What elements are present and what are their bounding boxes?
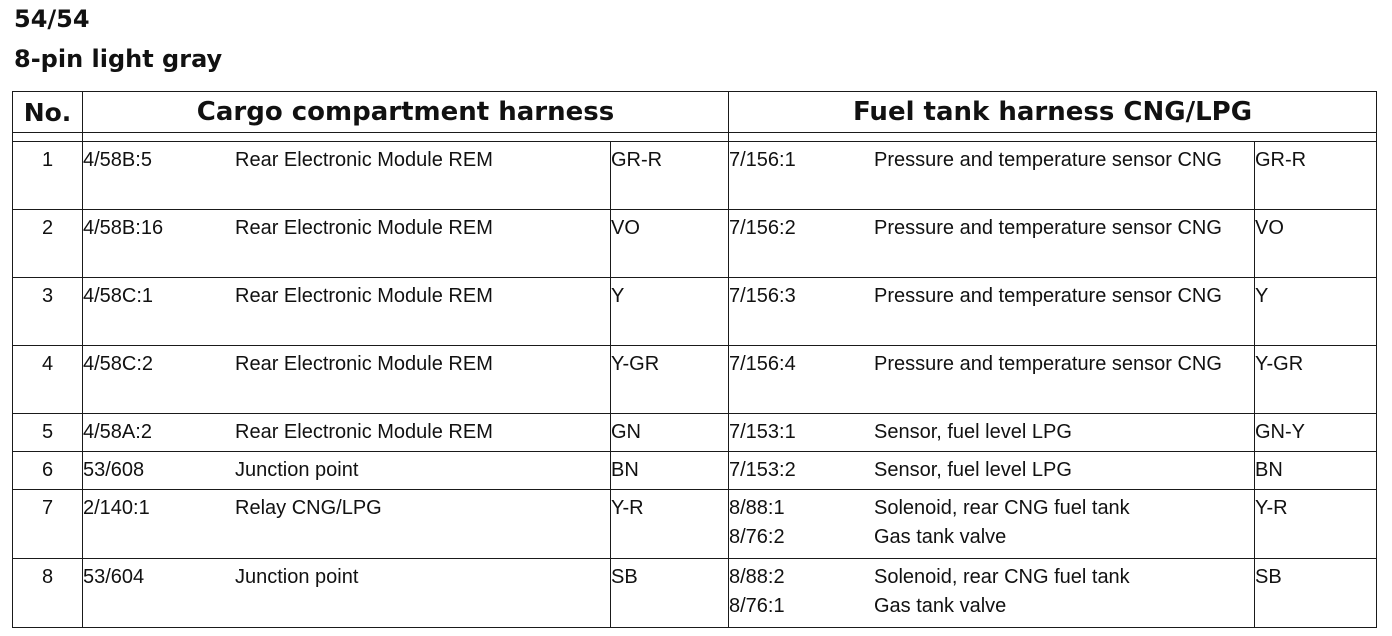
- cargo-terminal-code: 4/58C:2: [83, 353, 154, 375]
- pin-number: 6: [13, 452, 83, 490]
- fuel-tank-connection: [729, 490, 1255, 559]
- cargo-component: Rear Electronic Module REM: [235, 149, 493, 171]
- pin-rows: [13, 142, 1377, 628]
- fuel-terminal-code: 7/153:2: [729, 459, 796, 481]
- cargo-terminal-code: 53/604: [83, 566, 145, 588]
- cargo-connection: [83, 490, 611, 559]
- fuel-wire-color: SB: [1255, 559, 1377, 628]
- cargo-terminal-code: 53/608: [83, 459, 145, 481]
- cargo-wire-color: GR-R: [611, 142, 729, 210]
- cargo-wire-color: GN: [611, 414, 729, 452]
- fuel-wire-color: Y-GR: [1255, 346, 1377, 414]
- fuel-terminal-code: 7/156:1: [729, 149, 796, 171]
- header-cargo-harness: Cargo compartment harness: [83, 92, 729, 133]
- fuel-component: Sensor, fuel level LPG: [874, 459, 1072, 481]
- pin-number: 7: [13, 490, 83, 559]
- table-row: [13, 490, 1377, 559]
- table-row: [13, 142, 1377, 210]
- cargo-wire-color: Y-GR: [611, 346, 729, 414]
- fuel-tank-connection: [729, 142, 1255, 210]
- fuel-terminal-code: 8/76:1: [729, 595, 785, 617]
- fuel-tank-connection: [729, 278, 1255, 346]
- cargo-terminal-code: 4/58B:16: [83, 217, 164, 239]
- table-row: [13, 559, 1377, 628]
- connector-id: 54/54: [14, 5, 90, 33]
- cargo-component: Rear Electronic Module REM: [235, 353, 493, 375]
- fuel-component: Solenoid, rear CNG fuel tank: [874, 497, 1130, 519]
- cargo-wire-color: VO: [611, 210, 729, 278]
- fuel-wire-color: VO: [1255, 210, 1377, 278]
- fuel-component: Pressure and temperature sensor CNG: [874, 353, 1222, 375]
- cargo-connection: [83, 142, 611, 210]
- fuel-terminal-code: 7/156:3: [729, 285, 796, 307]
- cargo-connection: [83, 559, 611, 628]
- fuel-terminal-code: 7/156:2: [729, 217, 796, 239]
- fuel-wire-color: Y: [1255, 278, 1377, 346]
- cargo-component: Rear Electronic Module REM: [235, 217, 493, 239]
- fuel-component: Gas tank valve: [874, 595, 1007, 617]
- table-row: [13, 452, 1377, 490]
- pin-number: 3: [13, 278, 83, 346]
- cargo-component: Relay CNG/LPG: [235, 497, 382, 519]
- pin-number: 5: [13, 414, 83, 452]
- cargo-wire-color: SB: [611, 559, 729, 628]
- fuel-terminal-code: 7/153:1: [729, 421, 796, 443]
- fuel-tank-connection: [729, 210, 1255, 278]
- fuel-terminal-code: 8/88:2: [729, 566, 785, 588]
- cargo-connection: [83, 210, 611, 278]
- header-fuel-tank-harness: Fuel tank harness CNG/LPG: [729, 92, 1377, 133]
- fuel-component: Pressure and temperature sensor CNG: [874, 149, 1222, 171]
- connector-name: 8-pin light gray: [14, 45, 223, 73]
- fuel-component: Gas tank valve: [874, 526, 1007, 548]
- cargo-component: Rear Electronic Module REM: [235, 285, 493, 307]
- fuel-tank-connection: [729, 559, 1255, 628]
- fuel-terminal-code: 8/76:2: [729, 526, 785, 548]
- cargo-component: Rear Electronic Module REM: [235, 421, 493, 443]
- fuel-component: Pressure and temperature sensor CNG: [874, 285, 1222, 307]
- table-row: [13, 210, 1377, 278]
- fuel-terminal-code: 8/88:1: [729, 497, 785, 519]
- pin-number: 1: [13, 142, 83, 210]
- header-no: No.: [13, 92, 83, 133]
- header-gap: [13, 133, 1377, 142]
- pin-number: 2: [13, 210, 83, 278]
- cargo-terminal-code: 2/140:1: [83, 497, 150, 519]
- fuel-wire-color: Y-R: [1255, 490, 1377, 559]
- fuel-tank-connection: [729, 452, 1255, 490]
- cargo-component: Junction point: [235, 566, 359, 588]
- cargo-wire-color: BN: [611, 452, 729, 490]
- table-row: [13, 414, 1377, 452]
- fuel-tank-connection: [729, 414, 1255, 452]
- header-row: [13, 92, 1377, 133]
- table-row: [13, 278, 1377, 346]
- fuel-component: Pressure and temperature sensor CNG: [874, 217, 1222, 239]
- pin-table: [12, 91, 1377, 628]
- cargo-connection: [83, 452, 611, 490]
- cargo-wire-color: Y: [611, 278, 729, 346]
- cargo-terminal-code: 4/58A:2: [83, 421, 152, 443]
- fuel-terminal-code: 7/156:4: [729, 353, 796, 375]
- fuel-wire-color: GR-R: [1255, 142, 1377, 210]
- fuel-tank-connection: [729, 346, 1255, 414]
- cargo-wire-color: Y-R: [611, 490, 729, 559]
- fuel-wire-color: GN-Y: [1255, 414, 1377, 452]
- cargo-connection: [83, 414, 611, 452]
- cargo-connection: [83, 346, 611, 414]
- cargo-terminal-code: 4/58C:1: [83, 285, 154, 307]
- cargo-connection: [83, 278, 611, 346]
- pin-number: 4: [13, 346, 83, 414]
- pin-number: 8: [13, 559, 83, 628]
- fuel-wire-color: BN: [1255, 452, 1377, 490]
- table-row: [13, 346, 1377, 414]
- cargo-component: Junction point: [235, 459, 359, 481]
- cargo-terminal-code: 4/58B:5: [83, 149, 152, 171]
- fuel-component: Sensor, fuel level LPG: [874, 421, 1072, 443]
- fuel-component: Solenoid, rear CNG fuel tank: [874, 566, 1130, 588]
